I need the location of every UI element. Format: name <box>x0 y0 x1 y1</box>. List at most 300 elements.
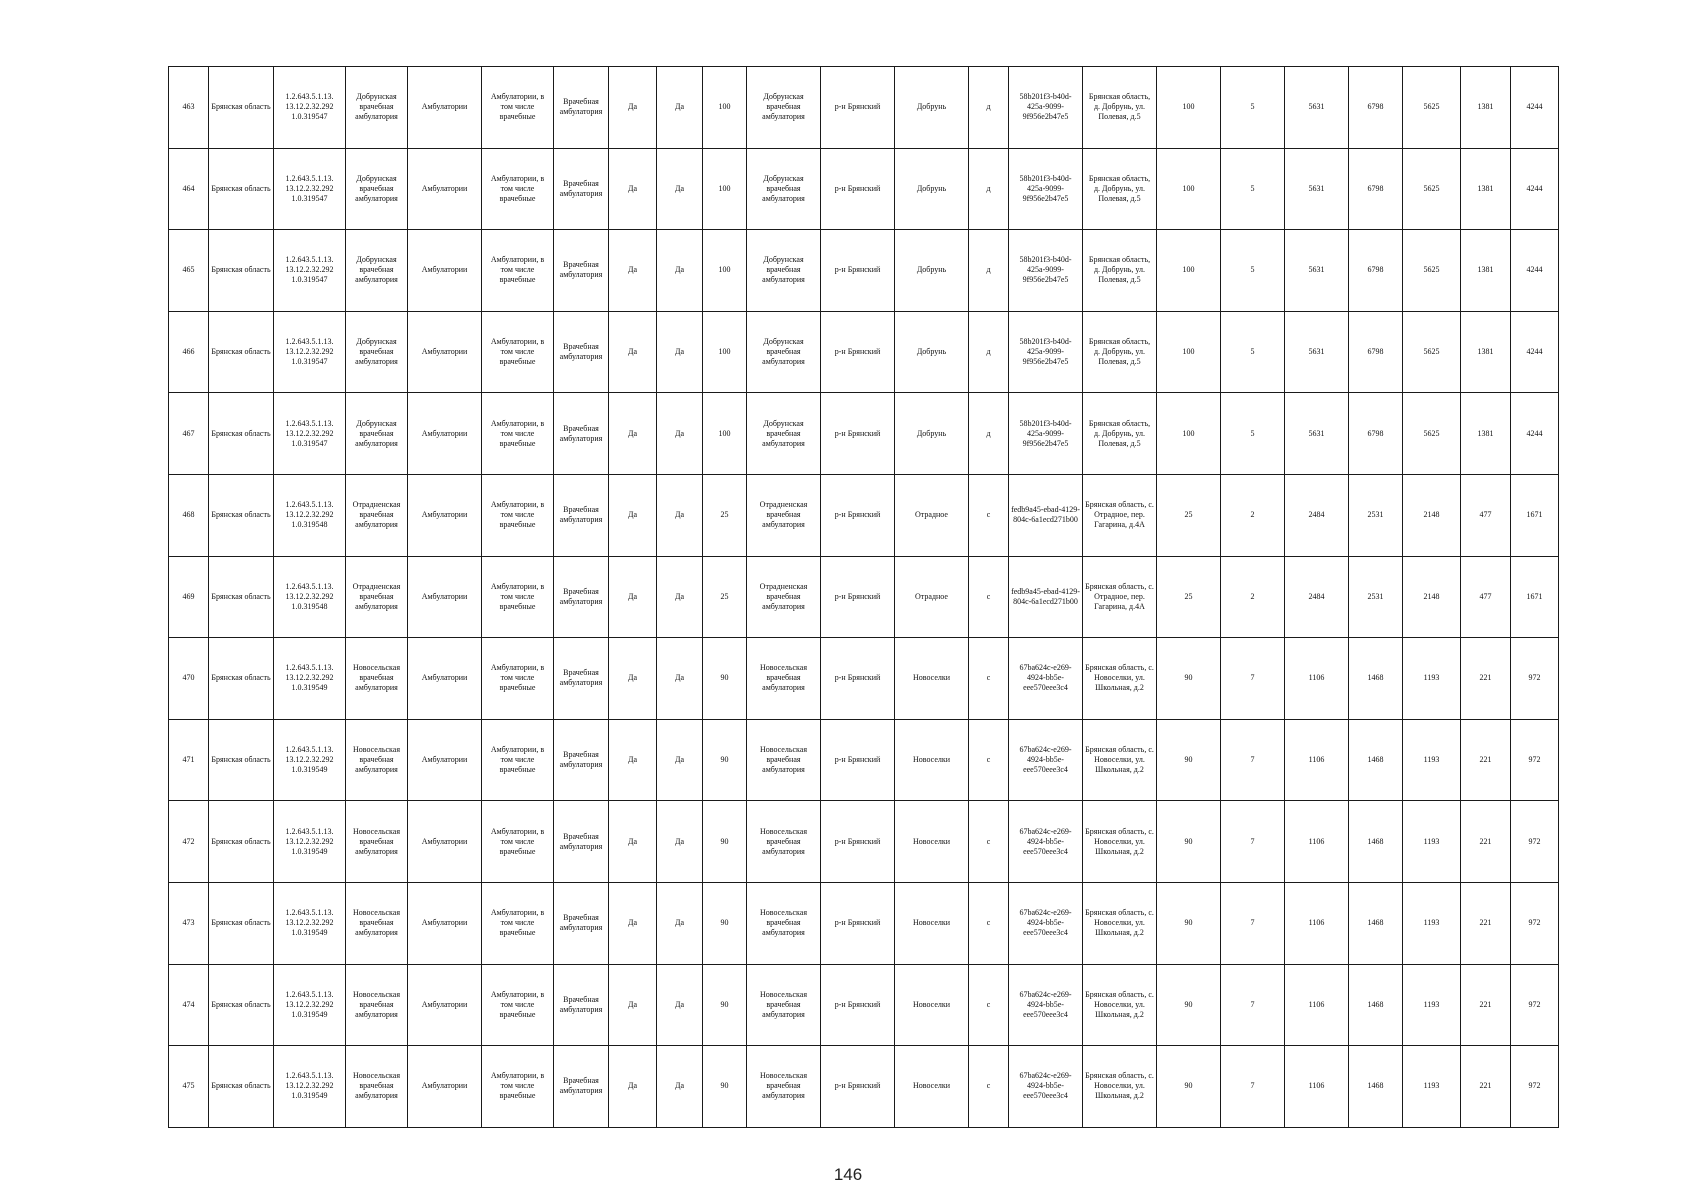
type-cell: Амбулатории, в том числе врачебные <box>482 801 554 883</box>
address-cell: Брянская область, с. Отрадное, пер. Гагарина, д.4А <box>1083 474 1157 556</box>
value7-cell: 972 <box>1511 801 1559 883</box>
guid-cell: 58b201f3-b40d-425a-9099-9f956e2b47e5 <box>1009 230 1083 312</box>
percent-cell: 90 <box>703 719 747 801</box>
value7-cell: 4244 <box>1511 230 1559 312</box>
flag2-cell: Да <box>657 474 703 556</box>
oid-cell: 1.2.643.5.1.13. 13.12.2.32.292 1.0.319547 <box>274 311 346 393</box>
value3-cell: 2484 <box>1285 474 1349 556</box>
value5-cell: 1193 <box>1403 719 1461 801</box>
percent-cell: 90 <box>703 964 747 1046</box>
region-cell: Брянская область <box>209 638 274 720</box>
guid-cell: fedb9a45-ebad-4129-804c-6a1ecd271b00 <box>1009 556 1083 638</box>
value7-cell: 972 <box>1511 964 1559 1046</box>
address-cell: Брянская область, д. Добрунь, ул. Полевая, д.5 <box>1083 311 1157 393</box>
value2-cell: 7 <box>1221 1046 1285 1128</box>
value4-cell: 2531 <box>1349 474 1403 556</box>
row-number: 471 <box>169 719 209 801</box>
subtype-cell: Врачебная амбулатория <box>554 67 609 149</box>
kind-cell: Амбулатории <box>408 1046 482 1128</box>
region-cell: Брянская область <box>209 230 274 312</box>
value1-cell: 100 <box>1157 393 1221 475</box>
flag2-cell: Да <box>657 311 703 393</box>
table-row <box>169 801 1559 883</box>
row-number: 463 <box>169 67 209 149</box>
unit-name-cell: Добрунская врачебная амбулатория <box>747 148 821 230</box>
value6-cell: 1381 <box>1461 393 1511 475</box>
value3-cell: 1106 <box>1285 801 1349 883</box>
row-number: 474 <box>169 964 209 1046</box>
value5-cell: 2148 <box>1403 556 1461 638</box>
value6-cell: 477 <box>1461 556 1511 638</box>
unit-name-cell: Новосельская врачебная амбулатория <box>747 964 821 1046</box>
percent-cell: 25 <box>703 474 747 556</box>
district-cell: р-н Брянский <box>821 474 895 556</box>
row-number: 475 <box>169 1046 209 1128</box>
settlement-type-cell: с <box>969 474 1009 556</box>
value1-cell: 100 <box>1157 67 1221 149</box>
value6-cell: 221 <box>1461 882 1511 964</box>
value6-cell: 221 <box>1461 638 1511 720</box>
oid-cell: 1.2.643.5.1.13. 13.12.2.32.292 1.0.319549 <box>274 964 346 1046</box>
value5-cell: 5625 <box>1403 393 1461 475</box>
value1-cell: 90 <box>1157 1046 1221 1128</box>
value5-cell: 1193 <box>1403 638 1461 720</box>
value6-cell: 221 <box>1461 719 1511 801</box>
settlement-type-cell: с <box>969 882 1009 964</box>
flag1-cell: Да <box>609 719 657 801</box>
row-number: 468 <box>169 474 209 556</box>
flag1-cell: Да <box>609 1046 657 1128</box>
flag1-cell: Да <box>609 67 657 149</box>
table-body <box>169 67 1559 1128</box>
unit-name-cell: Новосельская врачебная амбулатория <box>747 1046 821 1128</box>
unit-name-cell: Добрунская врачебная амбулатория <box>747 311 821 393</box>
row-number: 469 <box>169 556 209 638</box>
subtype-cell: Врачебная амбулатория <box>554 882 609 964</box>
value1-cell: 100 <box>1157 230 1221 312</box>
value1-cell: 100 <box>1157 148 1221 230</box>
subtype-cell: Врачебная амбулатория <box>554 1046 609 1128</box>
organization-name-cell: Добрунская врачебная амбулатория <box>346 311 408 393</box>
organization-name-cell: Новосельская врачебная амбулатория <box>346 1046 408 1128</box>
address-cell: Брянская область, д. Добрунь, ул. Полевая, д.5 <box>1083 393 1157 475</box>
organization-name-cell: Добрунская врачебная амбулатория <box>346 148 408 230</box>
unit-name-cell: Новосельская врачебная амбулатория <box>747 801 821 883</box>
value3-cell: 1106 <box>1285 882 1349 964</box>
flag1-cell: Да <box>609 230 657 312</box>
flag2-cell: Да <box>657 556 703 638</box>
value7-cell: 972 <box>1511 1046 1559 1128</box>
flag1-cell: Да <box>609 801 657 883</box>
type-cell: Амбулатории, в том числе врачебные <box>482 556 554 638</box>
unit-name-cell: Новосельская врачебная амбулатория <box>747 719 821 801</box>
value4-cell: 6798 <box>1349 393 1403 475</box>
oid-cell: 1.2.643.5.1.13. 13.12.2.32.292 1.0.319549 <box>274 1046 346 1128</box>
value5-cell: 1193 <box>1403 882 1461 964</box>
district-cell: р-н Брянский <box>821 311 895 393</box>
unit-name-cell: Отрадненская врачебная амбулатория <box>747 474 821 556</box>
oid-cell: 1.2.643.5.1.13. 13.12.2.32.292 1.0.319547 <box>274 148 346 230</box>
region-cell: Брянская область <box>209 801 274 883</box>
row-number: 472 <box>169 801 209 883</box>
value7-cell: 1671 <box>1511 474 1559 556</box>
organization-name-cell: Отрадненская врачебная амбулатория <box>346 556 408 638</box>
value1-cell: 90 <box>1157 801 1221 883</box>
kind-cell: Амбулатории <box>408 67 482 149</box>
value4-cell: 6798 <box>1349 230 1403 312</box>
district-cell: р-н Брянский <box>821 148 895 230</box>
region-cell: Брянская область <box>209 556 274 638</box>
flag2-cell: Да <box>657 230 703 312</box>
kind-cell: Амбулатории <box>408 638 482 720</box>
address-cell: Брянская область, с. Новоселки, ул. Школьная, д.2 <box>1083 882 1157 964</box>
value3-cell: 5631 <box>1285 148 1349 230</box>
flag1-cell: Да <box>609 474 657 556</box>
oid-cell: 1.2.643.5.1.13. 13.12.2.32.292 1.0.319549 <box>274 719 346 801</box>
subtype-cell: Врачебная амбулатория <box>554 719 609 801</box>
region-cell: Брянская область <box>209 148 274 230</box>
value1-cell: 90 <box>1157 638 1221 720</box>
subtype-cell: Врачебная амбулатория <box>554 393 609 475</box>
flag2-cell: Да <box>657 638 703 720</box>
value5-cell: 2148 <box>1403 474 1461 556</box>
guid-cell: 67ba624c-e269-4924-bb5e-eee570eee3c4 <box>1009 964 1083 1046</box>
guid-cell: 58b201f3-b40d-425a-9099-9f956e2b47e5 <box>1009 393 1083 475</box>
value3-cell: 1106 <box>1285 638 1349 720</box>
settlement-type-cell: с <box>969 719 1009 801</box>
kind-cell: Амбулатории <box>408 311 482 393</box>
district-cell: р-н Брянский <box>821 1046 895 1128</box>
settlement-cell: Добрунь <box>895 311 969 393</box>
value7-cell: 4244 <box>1511 311 1559 393</box>
table-row <box>169 148 1559 230</box>
address-cell: Брянская область, д. Добрунь, ул. Полевая, д.5 <box>1083 148 1157 230</box>
guid-cell: 58b201f3-b40d-425a-9099-9f956e2b47e5 <box>1009 148 1083 230</box>
address-cell: Брянская область, с. Новоселки, ул. Школьная, д.2 <box>1083 719 1157 801</box>
region-cell: Брянская область <box>209 67 274 149</box>
value6-cell: 1381 <box>1461 230 1511 312</box>
value2-cell: 5 <box>1221 311 1285 393</box>
flag1-cell: Да <box>609 393 657 475</box>
guid-cell: 58b201f3-b40d-425a-9099-9f956e2b47e5 <box>1009 67 1083 149</box>
value2-cell: 7 <box>1221 638 1285 720</box>
guid-cell: 67ba624c-e269-4924-bb5e-eee570eee3c4 <box>1009 638 1083 720</box>
oid-cell: 1.2.643.5.1.13. 13.12.2.32.292 1.0.319549 <box>274 882 346 964</box>
kind-cell: Амбулатории <box>408 230 482 312</box>
value5-cell: 5625 <box>1403 311 1461 393</box>
value1-cell: 100 <box>1157 311 1221 393</box>
settlement-type-cell: с <box>969 1046 1009 1128</box>
settlement-cell: Добрунь <box>895 148 969 230</box>
address-cell: Брянская область, д. Добрунь, ул. Полевая, д.5 <box>1083 67 1157 149</box>
value6-cell: 477 <box>1461 474 1511 556</box>
value3-cell: 5631 <box>1285 393 1349 475</box>
address-cell: Брянская область, с. Новоселки, ул. Школьная, д.2 <box>1083 801 1157 883</box>
settlement-cell: Новоселки <box>895 801 969 883</box>
value5-cell: 1193 <box>1403 964 1461 1046</box>
guid-cell: 58b201f3-b40d-425a-9099-9f956e2b47e5 <box>1009 311 1083 393</box>
kind-cell: Амбулатории <box>408 882 482 964</box>
subtype-cell: Врачебная амбулатория <box>554 556 609 638</box>
district-cell: р-н Брянский <box>821 230 895 312</box>
value2-cell: 7 <box>1221 964 1285 1046</box>
oid-cell: 1.2.643.5.1.13. 13.12.2.32.292 1.0.319547 <box>274 393 346 475</box>
flag2-cell: Да <box>657 393 703 475</box>
settlement-type-cell: с <box>969 556 1009 638</box>
table-row <box>169 474 1559 556</box>
value2-cell: 5 <box>1221 67 1285 149</box>
value3-cell: 1106 <box>1285 964 1349 1046</box>
unit-name-cell: Новосельская врачебная амбулатория <box>747 638 821 720</box>
address-cell: Брянская область, д. Добрунь, ул. Полевая, д.5 <box>1083 230 1157 312</box>
table-row <box>169 556 1559 638</box>
value4-cell: 1468 <box>1349 1046 1403 1128</box>
value4-cell: 1468 <box>1349 882 1403 964</box>
region-cell: Брянская область <box>209 1046 274 1128</box>
kind-cell: Амбулатории <box>408 556 482 638</box>
kind-cell: Амбулатории <box>408 393 482 475</box>
table-row <box>169 719 1559 801</box>
table-row <box>169 964 1559 1046</box>
settlement-cell: Отрадное <box>895 556 969 638</box>
page-number: 146 <box>833 1165 863 1184</box>
settlement-type-cell: д <box>969 230 1009 312</box>
value3-cell: 1106 <box>1285 1046 1349 1128</box>
flag2-cell: Да <box>657 719 703 801</box>
table-row <box>169 638 1559 720</box>
oid-cell: 1.2.643.5.1.13. 13.12.2.32.292 1.0.319548 <box>274 474 346 556</box>
value2-cell: 7 <box>1221 882 1285 964</box>
value4-cell: 1468 <box>1349 719 1403 801</box>
kind-cell: Амбулатории <box>408 719 482 801</box>
region-cell: Брянская область <box>209 719 274 801</box>
value4-cell: 1468 <box>1349 801 1403 883</box>
district-cell: р-н Брянский <box>821 801 895 883</box>
percent-cell: 100 <box>703 311 747 393</box>
value1-cell: 25 <box>1157 474 1221 556</box>
value4-cell: 6798 <box>1349 148 1403 230</box>
guid-cell: 67ba624c-e269-4924-bb5e-eee570eee3c4 <box>1009 719 1083 801</box>
value4-cell: 6798 <box>1349 67 1403 149</box>
value4-cell: 2531 <box>1349 556 1403 638</box>
flag2-cell: Да <box>657 801 703 883</box>
subtype-cell: Врачебная амбулатория <box>554 801 609 883</box>
percent-cell: 100 <box>703 148 747 230</box>
table-row <box>169 67 1559 149</box>
organization-name-cell: Добрунская врачебная амбулатория <box>346 230 408 312</box>
kind-cell: Амбулатории <box>408 148 482 230</box>
percent-cell: 25 <box>703 556 747 638</box>
registry-table <box>168 66 1559 1128</box>
flag1-cell: Да <box>609 638 657 720</box>
value7-cell: 1671 <box>1511 556 1559 638</box>
organization-name-cell: Новосельская врачебная амбулатория <box>346 801 408 883</box>
subtype-cell: Врачебная амбулатория <box>554 311 609 393</box>
region-cell: Брянская область <box>209 393 274 475</box>
value3-cell: 5631 <box>1285 311 1349 393</box>
kind-cell: Амбулатории <box>408 474 482 556</box>
district-cell: р-н Брянский <box>821 67 895 149</box>
subtype-cell: Врачебная амбулатория <box>554 148 609 230</box>
guid-cell: 67ba624c-e269-4924-bb5e-eee570eee3c4 <box>1009 801 1083 883</box>
address-cell: Брянская область, с. Отрадное, пер. Гагарина, д.4А <box>1083 556 1157 638</box>
flag1-cell: Да <box>609 882 657 964</box>
address-cell: Брянская область, с. Новоселки, ул. Школьная, д.2 <box>1083 964 1157 1046</box>
value6-cell: 1381 <box>1461 67 1511 149</box>
settlement-type-cell: с <box>969 801 1009 883</box>
percent-cell: 100 <box>703 67 747 149</box>
settlement-cell: Добрунь <box>895 67 969 149</box>
type-cell: Амбулатории, в том числе врачебные <box>482 474 554 556</box>
organization-name-cell: Новосельская врачебная амбулатория <box>346 638 408 720</box>
district-cell: р-н Брянский <box>821 638 895 720</box>
type-cell: Амбулатории, в том числе врачебные <box>482 964 554 1046</box>
address-cell: Брянская область, с. Новоселки, ул. Школьная, д.2 <box>1083 1046 1157 1128</box>
value2-cell: 5 <box>1221 393 1285 475</box>
value2-cell: 7 <box>1221 719 1285 801</box>
value4-cell: 1468 <box>1349 964 1403 1046</box>
region-cell: Брянская область <box>209 311 274 393</box>
row-number: 466 <box>169 311 209 393</box>
organization-name-cell: Добрунская врачебная амбулатория <box>346 393 408 475</box>
percent-cell: 90 <box>703 801 747 883</box>
value5-cell: 5625 <box>1403 230 1461 312</box>
flag2-cell: Да <box>657 964 703 1046</box>
guid-cell: 67ba624c-e269-4924-bb5e-eee570eee3c4 <box>1009 882 1083 964</box>
settlement-type-cell: д <box>969 67 1009 149</box>
value6-cell: 1381 <box>1461 148 1511 230</box>
value2-cell: 5 <box>1221 230 1285 312</box>
row-number: 464 <box>169 148 209 230</box>
guid-cell: fedb9a45-ebad-4129-804c-6a1ecd271b00 <box>1009 474 1083 556</box>
type-cell: Амбулатории, в том числе врачебные <box>482 67 554 149</box>
district-cell: р-н Брянский <box>821 393 895 475</box>
value6-cell: 221 <box>1461 1046 1511 1128</box>
settlement-cell: Новоселки <box>895 964 969 1046</box>
table-row <box>169 393 1559 475</box>
guid-cell: 67ba624c-e269-4924-bb5e-eee570eee3c4 <box>1009 1046 1083 1128</box>
table-row <box>169 1046 1559 1128</box>
value5-cell: 5625 <box>1403 67 1461 149</box>
settlement-cell: Добрунь <box>895 393 969 475</box>
value3-cell: 1106 <box>1285 719 1349 801</box>
organization-name-cell: Новосельская врачебная амбулатория <box>346 964 408 1046</box>
settlement-type-cell: д <box>969 393 1009 475</box>
settlement-type-cell: с <box>969 638 1009 720</box>
subtype-cell: Врачебная амбулатория <box>554 964 609 1046</box>
settlement-cell: Новоселки <box>895 638 969 720</box>
value3-cell: 5631 <box>1285 230 1349 312</box>
flag1-cell: Да <box>609 148 657 230</box>
type-cell: Амбулатории, в том числе врачебные <box>482 393 554 475</box>
unit-name-cell: Отрадненская врачебная амбулатория <box>747 556 821 638</box>
region-cell: Брянская область <box>209 964 274 1046</box>
value1-cell: 90 <box>1157 719 1221 801</box>
oid-cell: 1.2.643.5.1.13. 13.12.2.32.292 1.0.319547 <box>274 230 346 312</box>
value7-cell: 972 <box>1511 638 1559 720</box>
type-cell: Амбулатории, в том числе врачебные <box>482 1046 554 1128</box>
value1-cell: 25 <box>1157 556 1221 638</box>
region-cell: Брянская область <box>209 882 274 964</box>
type-cell: Амбулатории, в том числе врачебные <box>482 311 554 393</box>
value6-cell: 221 <box>1461 801 1511 883</box>
value2-cell: 5 <box>1221 148 1285 230</box>
organization-name-cell: Новосельская врачебная амбулатория <box>346 882 408 964</box>
value7-cell: 4244 <box>1511 393 1559 475</box>
district-cell: р-н Брянский <box>821 964 895 1046</box>
subtype-cell: Врачебная амбулатория <box>554 230 609 312</box>
value2-cell: 2 <box>1221 556 1285 638</box>
value6-cell: 1381 <box>1461 311 1511 393</box>
subtype-cell: Врачебная амбулатория <box>554 474 609 556</box>
value2-cell: 2 <box>1221 474 1285 556</box>
value7-cell: 972 <box>1511 882 1559 964</box>
type-cell: Амбулатории, в том числе врачебные <box>482 148 554 230</box>
flag2-cell: Да <box>657 882 703 964</box>
flag1-cell: Да <box>609 964 657 1046</box>
unit-name-cell: Добрунская врачебная амбулатория <box>747 67 821 149</box>
type-cell: Амбулатории, в том числе врачебные <box>482 230 554 312</box>
table-row <box>169 882 1559 964</box>
table-row <box>169 311 1559 393</box>
settlement-type-cell: д <box>969 148 1009 230</box>
row-number: 470 <box>169 638 209 720</box>
value5-cell: 1193 <box>1403 801 1461 883</box>
value4-cell: 6798 <box>1349 311 1403 393</box>
table-row <box>169 230 1559 312</box>
settlement-cell: Добрунь <box>895 230 969 312</box>
percent-cell: 100 <box>703 230 747 312</box>
kind-cell: Амбулатории <box>408 801 482 883</box>
oid-cell: 1.2.643.5.1.13. 13.12.2.32.292 1.0.319549 <box>274 638 346 720</box>
value3-cell: 2484 <box>1285 556 1349 638</box>
value1-cell: 90 <box>1157 964 1221 1046</box>
settlement-cell: Новоселки <box>895 1046 969 1128</box>
row-number: 473 <box>169 882 209 964</box>
oid-cell: 1.2.643.5.1.13. 13.12.2.32.292 1.0.319549 <box>274 801 346 883</box>
percent-cell: 90 <box>703 638 747 720</box>
value7-cell: 972 <box>1511 719 1559 801</box>
value5-cell: 5625 <box>1403 148 1461 230</box>
organization-name-cell: Отрадненская врачебная амбулатория <box>346 474 408 556</box>
value4-cell: 1468 <box>1349 638 1403 720</box>
value3-cell: 5631 <box>1285 67 1349 149</box>
flag1-cell: Да <box>609 556 657 638</box>
settlement-cell: Новоселки <box>895 719 969 801</box>
oid-cell: 1.2.643.5.1.13. 13.12.2.32.292 1.0.319547 <box>274 67 346 149</box>
settlement-cell: Отрадное <box>895 474 969 556</box>
oid-cell: 1.2.643.5.1.13. 13.12.2.32.292 1.0.319548 <box>274 556 346 638</box>
type-cell: Амбулатории, в том числе врачебные <box>482 638 554 720</box>
settlement-type-cell: с <box>969 964 1009 1046</box>
unit-name-cell: Добрунская врачебная амбулатория <box>747 393 821 475</box>
row-number: 465 <box>169 230 209 312</box>
flag2-cell: Да <box>657 148 703 230</box>
value6-cell: 221 <box>1461 964 1511 1046</box>
subtype-cell: Врачебная амбулатория <box>554 638 609 720</box>
flag2-cell: Да <box>657 67 703 149</box>
organization-name-cell: Новосельская врачебная амбулатория <box>346 719 408 801</box>
kind-cell: Амбулатории <box>408 964 482 1046</box>
value7-cell: 4244 <box>1511 148 1559 230</box>
settlement-cell: Новоселки <box>895 882 969 964</box>
organization-name-cell: Добрунская врачебная амбулатория <box>346 67 408 149</box>
district-cell: р-н Брянский <box>821 719 895 801</box>
district-cell: р-н Брянский <box>821 556 895 638</box>
percent-cell: 90 <box>703 1046 747 1128</box>
percent-cell: 100 <box>703 393 747 475</box>
type-cell: Амбулатории, в том числе врачебные <box>482 882 554 964</box>
